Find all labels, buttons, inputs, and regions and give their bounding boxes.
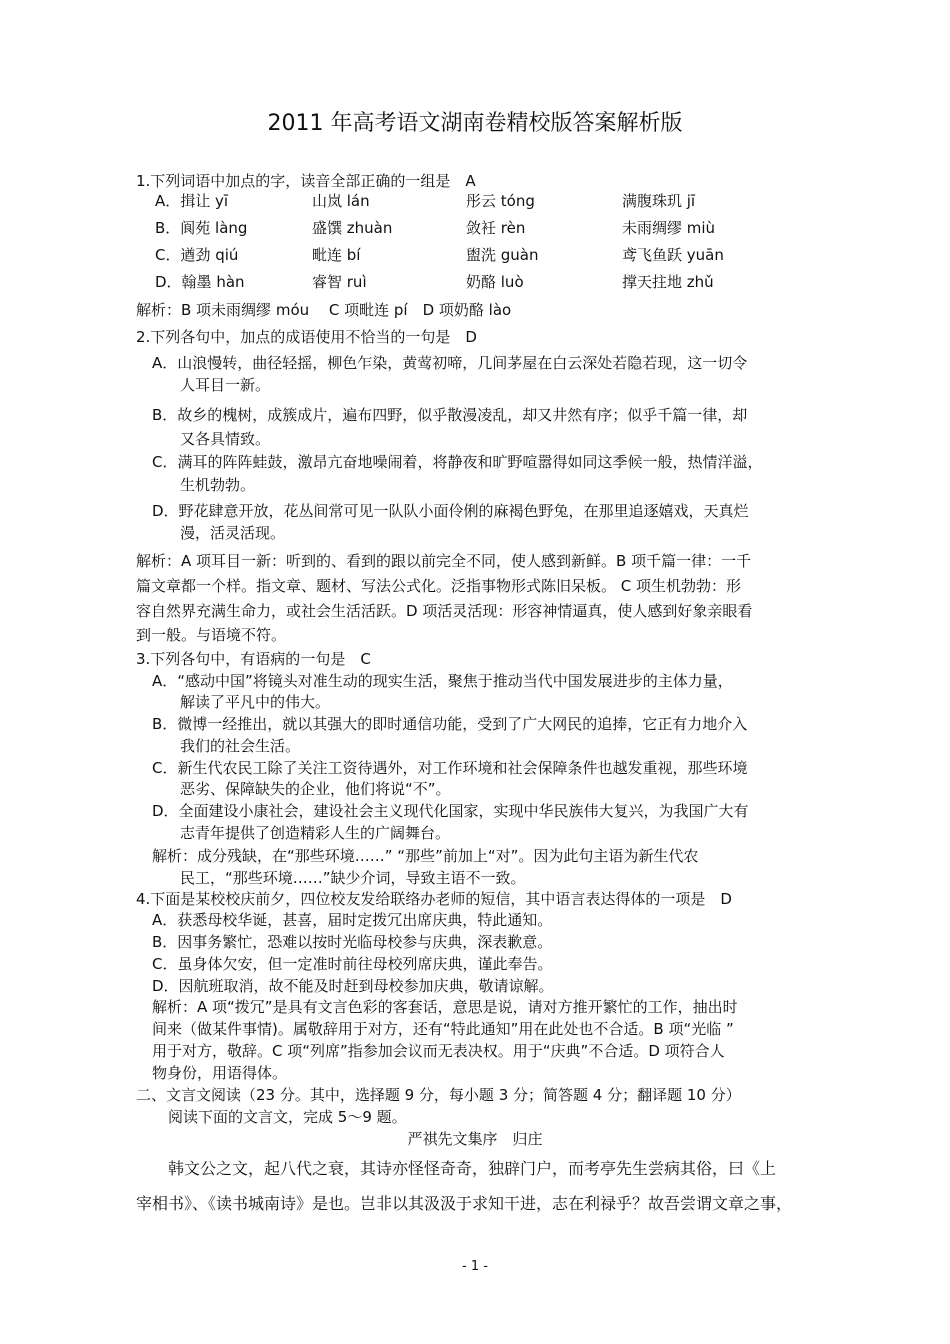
q4-analysis-line3: 用于对方，敬辞。C 项“列席”指参加会议而无表决权。用于“庆典”不合适。D 项符合人 (152, 1042, 725, 1060)
q2-analysis-line3: 容自然界充满生命力，或社会生活活跃。D 项活灵活现：形容神情逼真，使人感到好象亲眼看 (136, 602, 753, 620)
q1-stem: 1.下列词语中加点的字，读音全部正确的一组是 A (136, 172, 476, 190)
q2-analysis-line2: 篇文章都一个样。指文章、题材、写法公式化。泛指事物形式陈旧呆板。 C 项生机勃勃：形 (136, 577, 742, 595)
q3-opt-a-line2: 解读了平凡中的伟大。 (180, 693, 331, 711)
q1-row-b-4: 未雨绸缪 miù (622, 219, 716, 237)
q3-opt-c-line2: 恶劣、保障缺失的企业，他们将说“不”。 (180, 780, 451, 798)
q1-row-a-4: 满腹珠玑 jī (622, 192, 696, 210)
q1-row-d-4: 撑天拄地 zhǔ (622, 273, 714, 291)
q2-opt-b-line1: B．故乡的槐树，成簇成片，遍布四野，似乎散漫凌乱，却又井然有序；似乎千篇一律，却 (152, 406, 748, 424)
q3-opt-b-line1: B．微博一经推出，就以其强大的即时通信功能，受到了广大网民的追捧，它正有力地介入 (152, 715, 748, 733)
q3-opt-b-line2: 我们的社会生活。 (180, 737, 301, 755)
q1-row-d-3: 奶酪 luò (466, 273, 524, 291)
q3-stem: 3.下列各句中，有语病的一句是 C (136, 650, 371, 668)
q1-row-c-4: 鸢飞鱼跃 yuān (622, 246, 724, 264)
q1-row-a-3: 彤云 tóng (466, 192, 535, 210)
q1-row-a-2: 山岚 lán (312, 192, 370, 210)
q1-row-b-2: 盛馔 zhuàn (312, 219, 393, 237)
q1-row-b-1: B．阆苑 làng (155, 219, 248, 237)
q2-opt-a-line1: A．山浪慢转，曲径轻摇，柳色乍染，黄莺初啼，几间茅屋在白云深处若隐若现，这一切令 (152, 354, 748, 372)
q2-opt-a-line2: 人耳目一新。 (180, 376, 271, 394)
q1-row-c-2: 毗连 bí (312, 246, 361, 264)
section2-instruction: 阅读下面的文言文，完成 5～9 题。 (168, 1108, 407, 1126)
q1-analysis: 解析：B 项未雨绸缪 móu C 项毗连 pí D 项奶酪 lào (136, 301, 512, 319)
q1-row-a-1: A．揖让 yī (155, 192, 229, 210)
q3-opt-c-line1: C．新生代农民工除了关注工资待遇外，对工作环境和社会保障条件也越发重视，那些环境 (152, 759, 748, 777)
q4-analysis-line1: 解析：A 项“拨冗”是具有文言色彩的客套话，意思是说，请对方推开繁忙的工作，抽出时 (152, 998, 738, 1016)
q3-analysis-line1: 解析：成分残缺，在“那些环境……” “那些”前加上“对”。因为此句主语为新生代农 (152, 847, 699, 865)
text-title: 严祺先文集序 归庄 (407, 1130, 543, 1148)
q3-opt-d-line1: D．全面建设小康社会，建设社会主义现代化国家，实现中华民族伟大复兴，为我国广大有 (152, 802, 749, 820)
q4-opt-a: A．获悉母校华诞，甚喜，届时定拨冗出席庆典，特此通知。 (152, 911, 553, 929)
q2-analysis-line1: 解析：A 项耳目一新：听到的、看到的跟以前完全不同，使人感到新鲜。B 项千篇一律：一千 (136, 552, 752, 570)
q3-opt-a-line1: A．“感动中国”将镜头对准生动的现实生活，聚焦于推动当代中国发展进步的主体力量， (152, 672, 733, 690)
section2-heading: 二、文言文阅读（23 分。其中，选择题 9 分，每小题 3 分；简答题 4 分；翻译题 10 分） (136, 1086, 741, 1104)
page-title: 2011 年高考语文湖南卷精校版答案解析版 (267, 111, 683, 136)
q3-opt-d-line2: 志青年提供了创造精彩人生的广阔舞台。 (180, 824, 451, 842)
q4-opt-c: C．虽身体欠安，但一定准时前往母校列席庆典，谨此奉告。 (152, 955, 553, 973)
q1-row-c-3: 盥洗 guàn (466, 246, 539, 264)
q1-row-c-1: C．遒劲 qiú (155, 246, 239, 264)
q2-opt-d-line2: 漫，活灵活现。 (180, 524, 286, 542)
q2-opt-b-line2: 又各具情致。 (180, 430, 271, 448)
q2-opt-d-line1: D．野花肆意开放，花丛间常可见一队队小面伶俐的麻褐色野兔，在那里追逐嬉戏，天真烂 (152, 502, 749, 520)
q4-analysis-line4: 物身份，用语得体。 (152, 1064, 288, 1082)
text-para-line1: 韩文公之文，起八代之衰，其诗亦怪怪奇奇，独辟门户，而考亭先生尝病其俗，曰《上 (168, 1159, 777, 1178)
q3-analysis-line2: 民工，“那些环境……”缺少介词，导致主语不一致。 (180, 869, 526, 887)
q1-row-d-1: D．翰墨 hàn (155, 273, 245, 291)
q4-analysis-line2: 间来（做某件事情)。属敬辞用于对方，还有“特此通知”用在此处也不合适。B 项“光临 ” (152, 1020, 734, 1038)
q2-analysis-line4: 到一般。与语境不符。 (136, 626, 287, 644)
page-number: - 1 - (462, 1259, 488, 1274)
q2-stem: 2.下列各句中，加点的成语使用不恰当的一句是 D (136, 328, 477, 346)
q2-opt-c-line1: C．满耳的阵阵蛙鼓，激昂亢奋地噪闹着，将静夜和旷野喧嚣得如同这季候一般，热情洋溢， (152, 453, 763, 471)
q2-opt-c-line2: 生机勃勃。 (180, 476, 256, 494)
q4-stem: 4.下面是某校校庆前夕，四位校友发给联络办老师的短信，其中语言表达得体的一项是 D (136, 890, 732, 908)
q4-opt-b: B．因事务繁忙，恐难以按时光临母校参与庆典，深表歉意。 (152, 933, 553, 951)
q1-row-d-2: 睿智 ruì (312, 273, 367, 291)
q4-opt-d: D．因航班取消，故不能及时赶到母校参加庆典，敬请谅解。 (152, 977, 554, 995)
text-para-line2: 宰相书》、《读书城南诗》是也。岂非以其汲汲于求知干进，志在利禄乎？故吾尝谓文章之事， (136, 1194, 793, 1213)
q1-row-b-3: 敛衽 rèn (466, 219, 526, 237)
